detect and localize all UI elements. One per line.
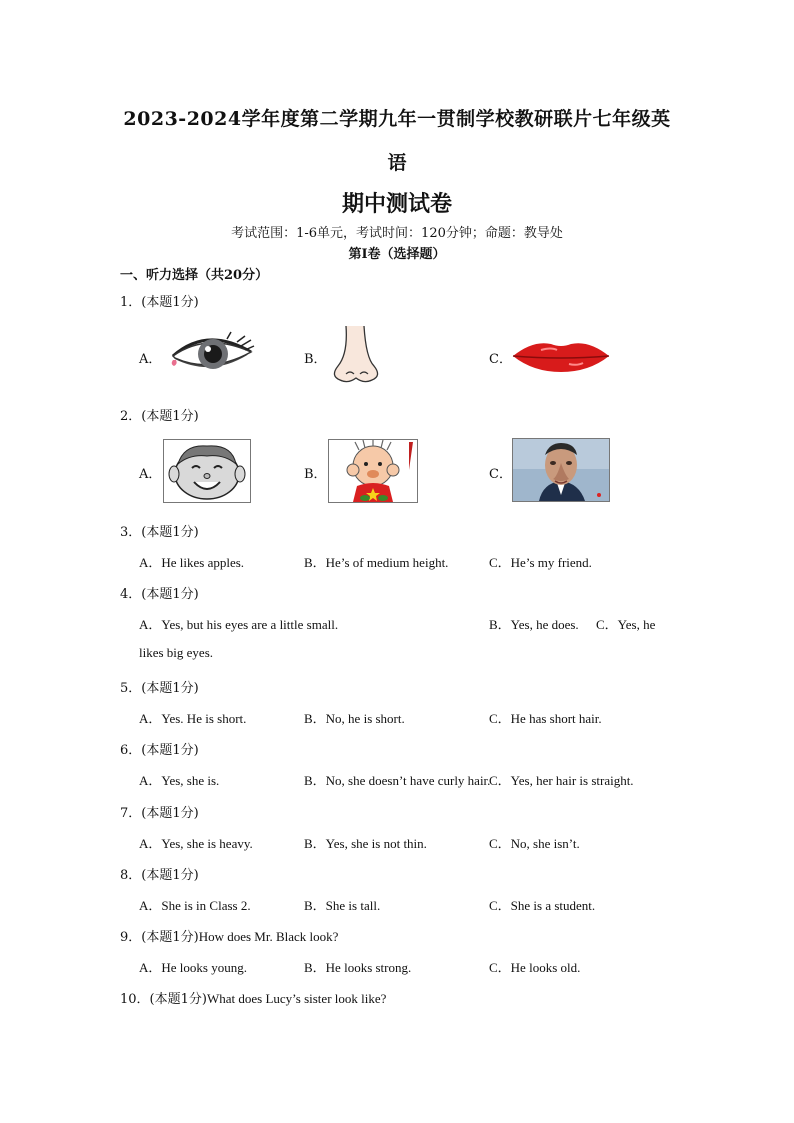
q7-option-c: C．No, she isn’t. — [489, 836, 580, 851]
q3-option-a: A．He likes apples. — [139, 555, 245, 570]
q6-option-b: B．No, she doesn’t have curly hair. — [304, 773, 491, 788]
eye-picture — [167, 330, 255, 374]
q8-option-c: C．She is a student. — [489, 898, 596, 913]
question-8-number: 8．(本题1分) — [120, 868, 199, 883]
question-1-number: 1．(本题1分) — [120, 295, 199, 310]
question-9-label: 9．(本题1分) — [120, 930, 199, 945]
question-9-number — [120, 926, 338, 945]
q2-option-b-label: B． — [304, 467, 327, 482]
exam-title-line2: 语 — [387, 152, 407, 174]
q7-option-b: B．Yes, she is not thin. — [304, 836, 427, 851]
q9-option-c: C．He looks old. — [489, 960, 581, 975]
question-10-prompt: What does Lucy’s sister look like? — [206, 991, 387, 1006]
q3-option-c: C．He’s my friend. — [489, 555, 592, 570]
q9-option-b: B．He looks strong. — [304, 960, 412, 975]
q4-option-c-part1: C．Yes, he — [596, 617, 656, 632]
exam-info: 考试范围：1-6单元，考试时间：120分钟；命题：教导处 — [231, 226, 563, 241]
q3-option-b: B．He’s of medium height. — [304, 555, 449, 570]
q4-option-b: B．Yes, he does. — [489, 617, 579, 632]
q2-option-c-label: C． — [489, 467, 512, 482]
q6-option-a: A．Yes, she is. — [139, 773, 220, 788]
section-heading: 一、听力选择（共20分） — [120, 268, 269, 283]
q5-option-b: B．No, he is short. — [304, 711, 405, 726]
exam-subtitle: 期中测试卷 — [341, 191, 452, 217]
q7-option-a: A．Yes, she is heavy. — [139, 836, 253, 851]
exam-title-line1: 2023-2024学年度第二学期九年一贯制学校教研联片七年级英 — [123, 108, 671, 130]
q1-option-c-label: C． — [489, 352, 512, 367]
q8-option-b: B．She is tall. — [304, 898, 381, 913]
q5-option-a: A．Yes. He is short. — [139, 711, 247, 726]
question-2-number: 2．(本题1分) — [120, 409, 199, 424]
q5-option-c: C．He has short hair. — [489, 711, 602, 726]
lips-picture — [511, 338, 611, 374]
q4-option-a: A．Yes, but his eyes are a little small. — [139, 617, 339, 632]
question-10-number — [120, 988, 386, 1007]
question-3-number: 3．(本题1分) — [120, 525, 199, 540]
smiling-face-picture — [163, 439, 251, 503]
question-7-number: 7．(本题1分) — [120, 806, 199, 821]
man-big-nose-photo — [512, 438, 610, 502]
question-5-number: 5．(本题1分) — [120, 681, 199, 696]
question-4-number: 4．(本题1分) — [120, 587, 199, 602]
q2-option-a-label: A． — [139, 467, 162, 482]
q1-option-b-label: B． — [304, 352, 327, 367]
nose-picture — [328, 324, 386, 386]
question-6-number: 6．(本题1分) — [120, 743, 199, 758]
q4-option-c-part2: likes big eyes. — [139, 645, 214, 660]
q8-option-a: A．She is in Class 2. — [139, 898, 251, 913]
q6-option-c: C．Yes, her hair is straight. — [489, 773, 634, 788]
volume-heading: 第I卷（选择题） — [348, 247, 446, 262]
question-9-prompt: How does Mr. Black look? — [198, 929, 339, 944]
q9-option-a: A．He looks young. — [139, 960, 247, 975]
cartoon-boy-picture — [328, 439, 418, 503]
q1-option-a-label: A． — [139, 352, 162, 367]
question-10-label: 10．(本题1分) — [120, 992, 207, 1007]
